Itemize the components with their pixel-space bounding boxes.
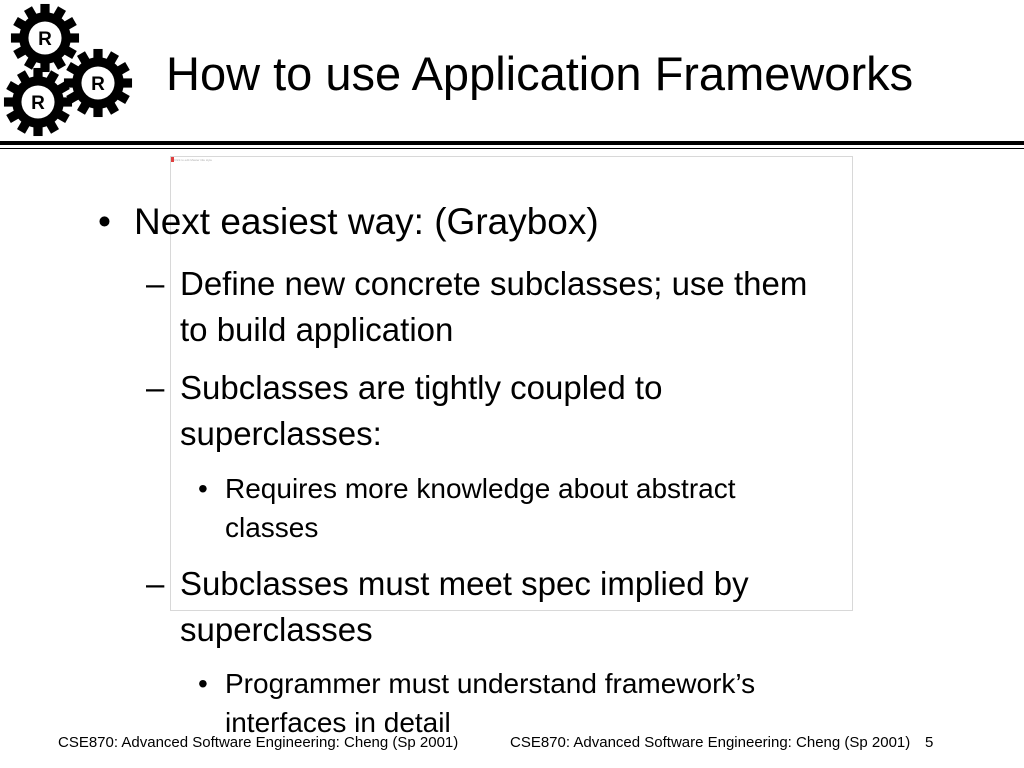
sub-sub-bullet-text-cont: classes — [225, 512, 319, 543]
sub-bullet-text: Define new concrete subclasses; use them — [180, 265, 808, 302]
embedded-slide-caption: Click to edit Master title style — [174, 158, 213, 162]
bullet-text: Next easiest way: (Graybox) — [134, 201, 599, 242]
sub-sub-bullet-text-cont: interfaces in detail — [225, 707, 451, 738]
sub-bullet-text-cont: superclasses — [180, 611, 373, 648]
sub-sub-bullet-marker: • — [198, 668, 208, 699]
sub-bullet-text: Subclasses are tightly coupled to — [180, 369, 663, 406]
page-title: How to use Application Frameworks — [166, 47, 914, 100]
sub-bullet-text-cont: superclasses: — [180, 415, 382, 452]
sub-sub-bullet-marker: • — [198, 473, 208, 504]
footer-text-duplicate: CSE870: Advanced Software Engineering: Cheng (Sp 2001) — [510, 734, 911, 751]
bullet-marker: • — [98, 201, 111, 242]
sub-sub-bullet-text: Requires more knowledge about abstract — [225, 473, 736, 504]
sub-bullet-text-cont: to build application — [180, 311, 454, 348]
sub-bullet-marker: – — [146, 265, 165, 302]
gear-left-letter: R — [31, 93, 45, 114]
footer-text: CSE870: Advanced Software Engineering: Cheng (Sp 2001) — [58, 734, 459, 751]
gear-right-letter: R — [91, 74, 105, 95]
gear-top-letter: R — [38, 29, 52, 50]
sub-bullet-marker: – — [146, 565, 165, 602]
sub-bullet-text: Subclasses must meet spec implied by — [180, 565, 749, 602]
sub-bullet-marker: – — [146, 369, 165, 406]
sub-sub-bullet-text: Programmer must understand framework’s — [225, 668, 756, 699]
page-number: 5 — [925, 734, 934, 751]
